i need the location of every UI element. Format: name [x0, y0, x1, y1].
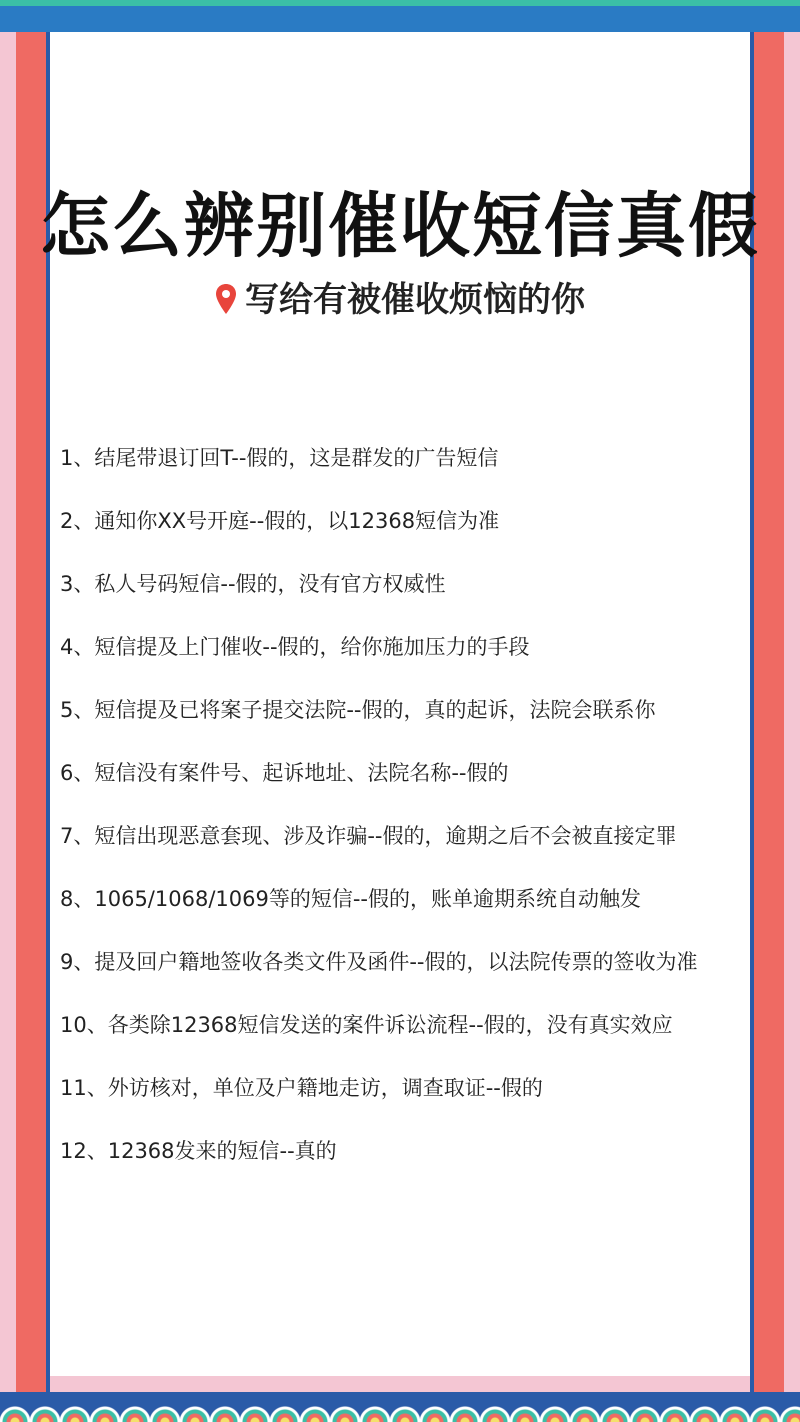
- top-frame-band: [0, 0, 800, 32]
- page-subtitle: 写给有被催收烦恼的你: [245, 280, 585, 320]
- list-item: 2、通知你XX号开庭--假的，以12368短信为准: [60, 509, 500, 533]
- subtitle-row: [0, 272, 800, 321]
- list-item: 7、短信出现恶意套现、涉及诈骗--假的，逾期之后不会被直接定罪: [60, 824, 677, 848]
- page-title: 怎么辨别催收短信真假: [40, 185, 760, 267]
- location-pin-icon: [215, 283, 237, 315]
- list-item: 8、1065/1068/1069等的短信--假的，账单逾期系统自动触发: [60, 887, 641, 911]
- list-item: 11、外访核对，单位及户籍地走访，调查取证--假的: [60, 1076, 543, 1100]
- list-item: 12、12368发来的短信--真的: [60, 1139, 337, 1163]
- bottom-decorative-pattern: [0, 1392, 800, 1422]
- list-item: 6、短信没有案件号、起诉地址、法院名称--假的: [60, 761, 509, 785]
- list-item: 3、私人号码短信--假的，没有官方权威性: [60, 572, 446, 596]
- list-item: 5、短信提及已将案子提交法院--假的，真的起诉，法院会联系你: [60, 698, 656, 722]
- list-item: 1、结尾带退订回T--假的，这是群发的广告短信: [60, 446, 499, 470]
- list-item: 10、各类除12368短信发送的案件诉讼流程--假的，没有真实效应: [60, 1013, 673, 1037]
- list-item: 9、提及回户籍地签收各类文件及函件--假的，以法院传票的签收为准: [60, 950, 698, 974]
- rules-list: [60, 438, 750, 1194]
- list-item: 4、短信提及上门催收--假的，给你施加压力的手段: [60, 635, 530, 659]
